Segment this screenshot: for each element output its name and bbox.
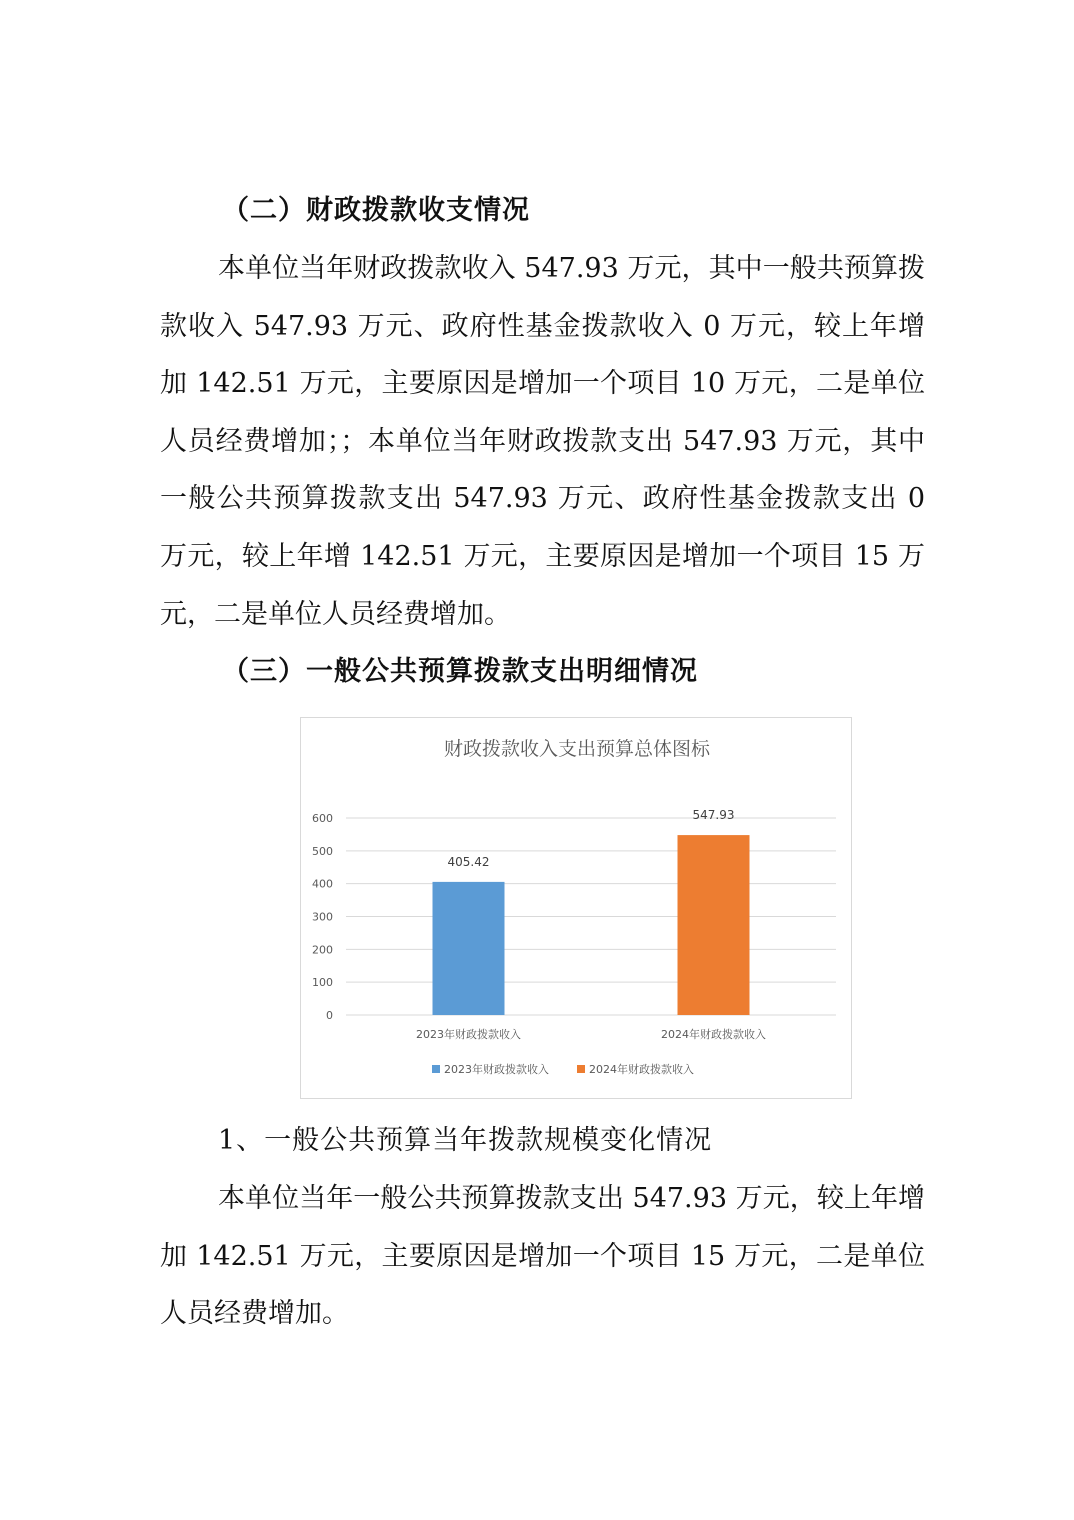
chart-canvas xyxy=(301,718,853,1100)
y-tick-label: 500 xyxy=(312,844,333,858)
chart-gridlines xyxy=(346,818,836,1015)
data-label: 405.42 xyxy=(447,854,490,869)
chart-legend xyxy=(432,1062,694,1076)
y-tick-label: 100 xyxy=(312,976,333,990)
x-category-label: 2023年财政拨款收入 xyxy=(416,1028,521,1041)
chart-x-axis xyxy=(416,1027,766,1041)
section-heading-fiscal-appropriation: （二）财政拨款收支情况 xyxy=(222,195,530,226)
y-tick-label: 400 xyxy=(312,877,333,891)
section-heading-general-budget-detail: （三）一般公共预算拨款支出明细情况 xyxy=(222,656,698,687)
legend-swatch xyxy=(577,1065,585,1073)
item-heading-budget-scale-change: 1、一般公共预算当年拨款规模变化情况 xyxy=(218,1125,713,1156)
y-tick-label: 200 xyxy=(312,943,333,957)
y-tick-label: 0 xyxy=(326,1009,333,1022)
budget-bar-chart xyxy=(300,717,852,1099)
bar xyxy=(433,882,505,1015)
chart-y-axis xyxy=(312,812,333,1022)
y-tick-label: 300 xyxy=(312,910,333,924)
legend-label: 2023年财政拨款收入 xyxy=(444,1063,549,1076)
legend-label: 2024年财政拨款收入 xyxy=(589,1063,694,1076)
bar xyxy=(678,835,750,1015)
x-category-label: 2024年财政拨款收入 xyxy=(661,1028,766,1041)
chart-title: 财政拨款收入支出预算总体图标 xyxy=(443,738,711,760)
legend-swatch xyxy=(432,1065,440,1073)
paragraph-budget-scale-change: 本单位当年一般公共预算拨款支出 547.93 万元，较上年增加 142.51 万元，主要原因是增加一个项目 15 万元，二是单位人员经费增加。 xyxy=(160,1183,925,1330)
y-tick-label: 600 xyxy=(312,812,333,825)
data-label: 547.93 xyxy=(692,808,735,823)
paragraph-fiscal-appropriation: 本单位当年财政拨款收入 547.93 万元，其中一般共预算拨款收入 547.93 万元、政府性基金拨款收入 0 万元，较上年增加 142.51 万元，主要原因是增加一个项目 10 万元，二是单位人员经费增加；；本单位当年财政拨款支出 547.93 万元，其中一般公共预算拨款支出 547.93 万元、政府性基金拨款支出 0 万元，较上年增 142.51 万元，主要原因是增加一个项目 15 万元，二是单位人员经费增加。 xyxy=(160,253,925,630)
